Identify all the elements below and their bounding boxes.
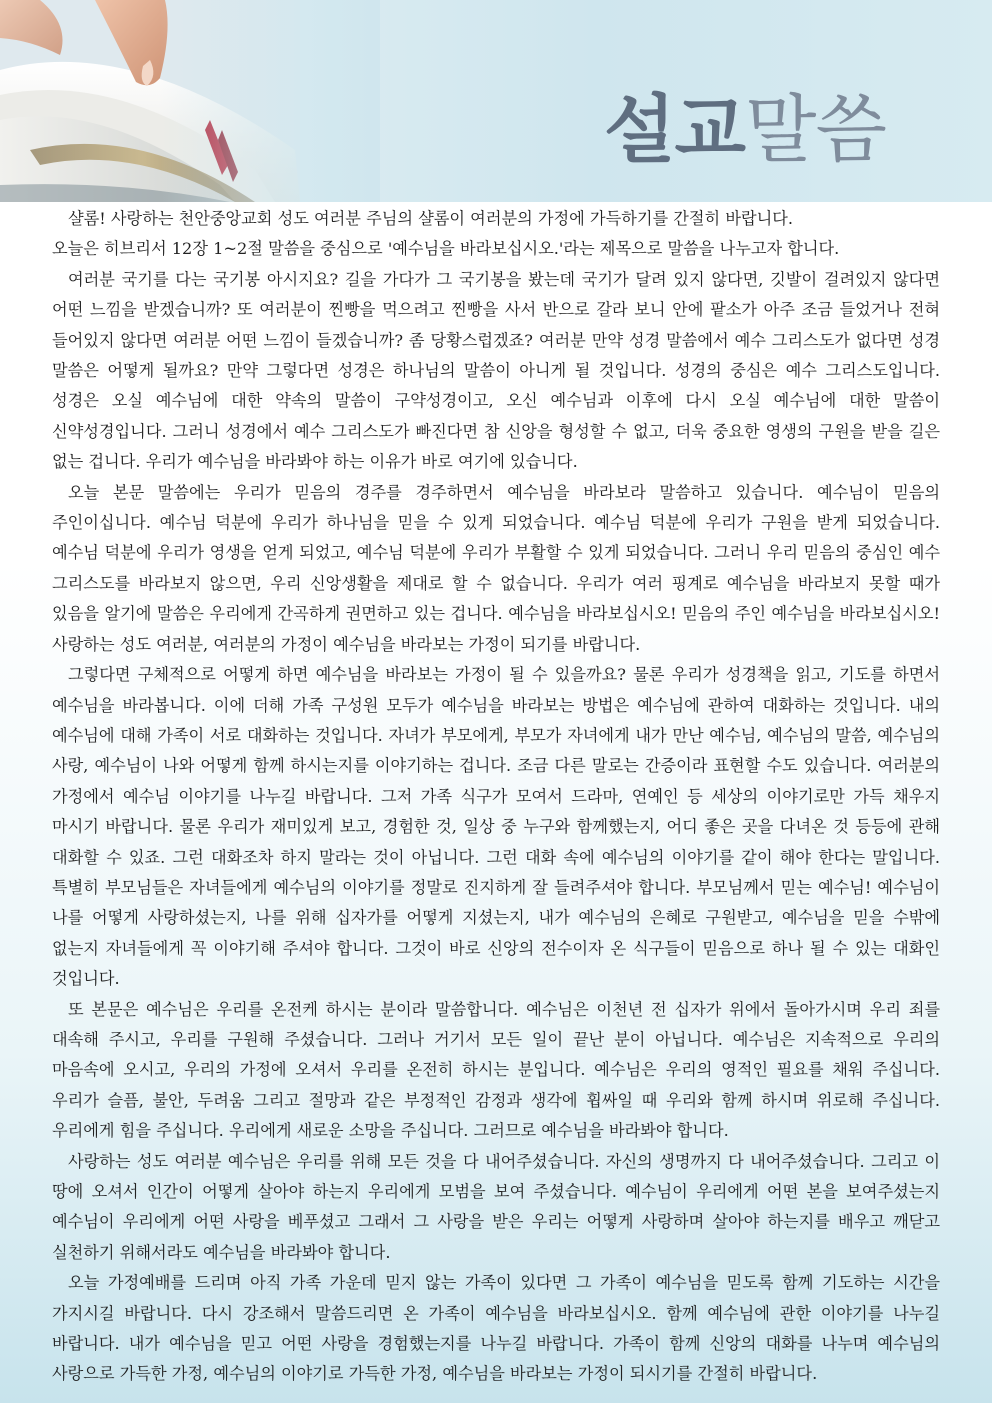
sermon-paragraph: 사랑하는 성도 여러분 예수님은 우리를 위해 모든 것을 다 내어주셨습니다. 자신의 생명까지 다 내어주셨습니다. 그리고 이 땅에 오셔서 인간이 어떻게 살아야 하는지 우리에게 모범을 보여 주셨습니다. 예수님이 우리에게 어떤 본을 보여주셨는지 예수님이 우리에게 어떤 사랑을 베푸셨고 그래서 그 사랑을 받은 우리는 어떻게 사랑하며 살아야 하는지를 배우고 깨닫고 실천하기 위해서라도 예수님을 바라봐야 합니다. xyxy=(52,1151,940,1262)
header-fade-overlay xyxy=(160,0,380,202)
title-light: 말씀 xyxy=(744,87,886,173)
sermon-paragraph: 그렇다면 구체적으로 어떻게 하면 예수님을 바라보는 가정이 될 수 있을까요? 물론 우리가 성경책을 읽고, 기도를 하면서 예수님을 바라봅니다. 이에 더해 가족 구성원 모두가 예수님을 바라보는 방법은 예수님에 관하여 대화하는 것입니다. 내의 예수님에 대해 가족이 서로 대화하는 것입니다. 자녀가 부모에게, 부모가 자녀에게 내가 만난 예수님, 예수님의 말씀, 예수님의 사랑, 예수님이 나와 어떻게 함께 하시는지를 이야기하는 겁니다. 조금 다른 말로는 간증이라 표현할 수도 있습니다. 여러분의 가정에서 예수님 이야기를 나누길 바랍니다. 그저 가족 식구가 모여서 드라마, 연예인 등 세상의 이야기로만 가득 채우지 마시기 바랍니다. 물론 우리가 재미있게 보고, 경험한 것, 일상 중 누구와 함께했는지, 어디 좋은 곳을 다녀온 것 등등에 관해 대화할 수 있죠. 그런 대화조차 하지 말라는 것이 아닙니다. 그런 대화 속에 예수님의 이야기를 같이 해야 한다는 말입니다. 특별히 부모님들은 자녀들에게 예수님의 이야기를 정말로 진지하게 잘 들려주셔야 합니다. 부모님께서 믿는 예수님! 예수님이 나를 어떻게 사랑하셨는지, 나를 위해 십자가를 어떻게 지셨는지, 내가 예수님의 은혜로 구원받고, 예수님을 믿을 수밖에 없는지 자녀들에게 꼭 이야기해 주셔야 합니다. 그것이 바로 신앙의 전수이자 온 식구들이 믿음으로 하나 될 수 있는 대화인 것입니다. xyxy=(52,665,940,989)
sermon-paragraph: 또 본문은 예수님은 우리를 온전케 하시는 분이라 말씀합니다. 예수님은 이천년 전 십자가 위에서 돌아가시며 우리 죄를 대속해 주시고, 우리를 구원해 주셨습니다. 그러나 거기서 모든 일이 끝난 분이 아닙니다. 예수님은 지속적으로 우리의 마음속에 오시고, 우리의 가정에 오셔서 우리를 온전히 하시는 분입니다. 예수님은 우리의 영적인 필요를 채워 주십니다. 우리가 슬픔, 불안, 두려움 그리고 절망과 같은 부정적인 감정과 생각에 휩싸일 때 우리와 함께 하시며 위로해 주십니다. 우리에게 힘을 주십니다. 우리에게 새로운 소망을 주십니다. 그러므로 예수님을 바라봐야 합니다. xyxy=(52,999,940,1141)
header-banner xyxy=(0,0,992,202)
sermon-paragraph: 오늘 가정예배를 드리며 아직 가족 가운데 믿지 않는 가족이 있다면 그 가족이 예수님을 믿도록 함께 기도하는 시간을 가지시길 바랍니다. 다시 강조해서 말씀드리면 온 가족이 예수님을 바라보십시오. 함께 예수님에 관한 이야기를 나누길 바랍니다. 내가 예수님을 믿고 어떤 사랑을 경험했는지를 나누길 바랍니다. 가족이 함께 신앙의 대화를 나누며 예수님의 사랑으로 가득한 가정, 예수님의 이야기로 가득한 가정, 예수님을 바라보는 가정이 되시기를 간절히 바랍니다. xyxy=(52,1273,940,1384)
sermon-paragraph: 샬롬! 사랑하는 천안중앙교회 성도 여러분 주님의 샬롬이 여러분의 가정에 가득하기를 간절히 바랍니다. xyxy=(68,209,794,228)
sermon-paragraph: 여러분 국기를 다는 국기봉 아시지요? 길을 가다가 그 국기봉을 봤는데 국기가 달려 있지 않다면, 깃발이 걸려있지 않다면 어떤 느낌을 받겠습니까? 또 여러분이 찐빵을 먹으려고 찐빵을 사서 반으로 갈라 보니 안에 팥소가 아주 조금 들었거나 전혀 들어있지 않다면 여러분 어떤 느낌이 들겠습니까? 좀 당황스럽겠죠? 여러분 만약 성경 말씀에서 예수 그리스도가 없다면 성경 말씀은 어떻게 될까요? 만약 그렇다면 성경은 하나님의 말씀이 아니게 될 것입니다. 성경의 중심은 예수 그리스도입니다. 성경은 오실 예수님에 대한 약속의 말씀이 구약성경이고, 오신 예수님과 이후에 다시 오실 예수님에 대한 말씀이 신약성경입니다. 그러니 성경에서 예수 그리스도가 빠진다면 참 신앙을 형성할 수 없고, 더욱 중요한 영생의 구원을 받을 길은 없는 겁니다. 우리가 예수님을 바라봐야 하는 이유가 바로 여기에 있습니다. xyxy=(52,269,940,472)
title-bold: 설교 xyxy=(604,87,745,173)
sermon-body xyxy=(52,204,940,1390)
sermon-paragraph: 오늘 본문 말씀에는 우리가 믿음의 경주를 경주하면서 예수님을 바라보라 말씀하고 있습니다. 예수님이 믿음의 주인이십니다. 예수님 덕분에 우리가 하나님을 믿을 수 있게 되었습니다. 예수님 덕분에 우리가 구원을 받게 되었습니다. 예수님 덕분에 우리가 영생을 얻게 되었고, 예수님 덕분에 우리가 부활할 수 있게 되었습니다. 그러니 우리 믿음의 중심인 예수 그리스도를 바라보지 않으면, 우리 신앙생활을 제대로 할 수 없습니다. 우리가 여러 핑계로 예수님을 바라보지 못할 때가 있음을 알기에 말씀은 우리에게 간곡하게 권면하고 있는 겁니다. 예수님을 바라보십시오! 믿음의 주인 예수님을 바라보십시오! 사랑하는 성도 여러분, 여러분의 가정이 예수님을 바라보는 가정이 되기를 바랍니다. xyxy=(52,482,940,654)
sermon-paragraph: 오늘은 히브리서 12장 1~2절 말씀을 중심으로 '예수님을 바라보십시오.'라는 제목으로 말씀을 나누고자 합니다. xyxy=(52,239,840,259)
page-title xyxy=(604,80,886,180)
